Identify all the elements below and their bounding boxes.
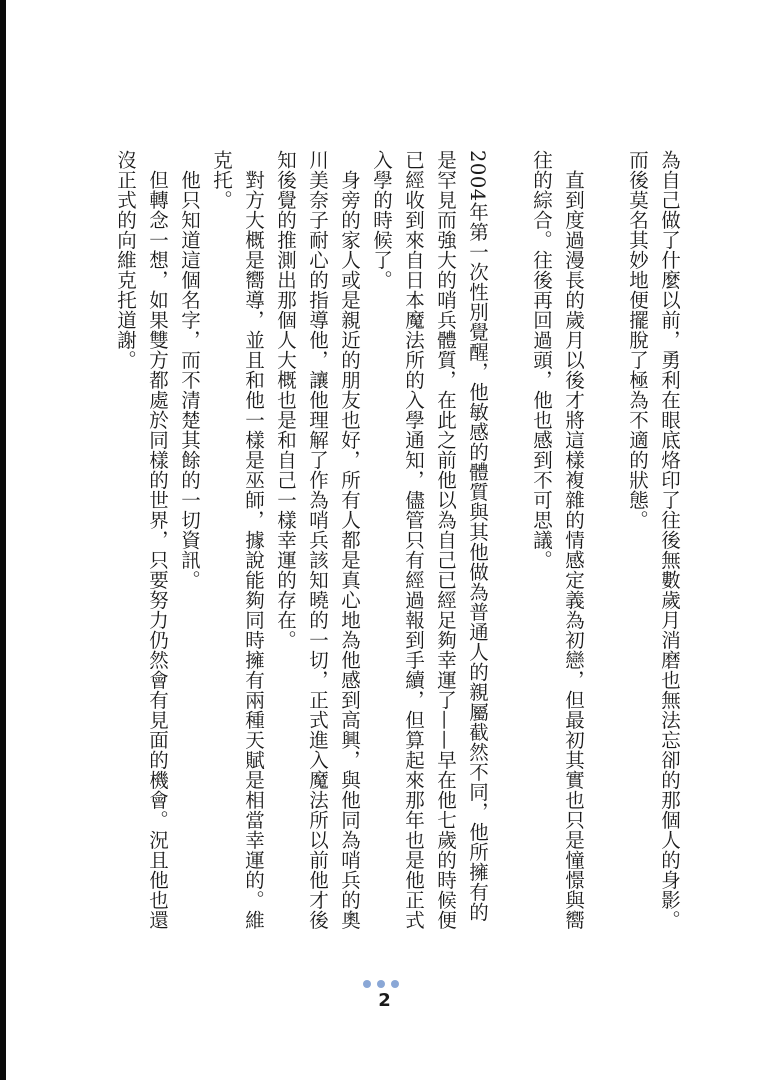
dot-icon [363,980,371,988]
paragraph-2: 直到度過漫長的歲月以後才將這樣複雜的情感定義為初戀，但最初其實也只是憧憬與嚮往的綜合。往後再回過頭，他也感到不可思議。 [530,150,585,930]
paragraph-1: 為自己做了什麼以前，勇利在眼底烙印了往後無數歲月消磨也無法忘卻的那個人的身影。而後莫名其妙地便擺脫了極為不適的狀態。 [626,150,681,930]
ellipsis-dots-icon [0,980,761,988]
left-edge-bar [0,0,6,1080]
paragraph-4: 身旁的家人或是親近的朋友也好，所有人都是真心地為他感到高興，與他同為哨兵的奧川美奈子耐心的指導他，讓他理解了作為哨兵該知曉的一切，正式進入魔法所以前他才後知後覺的推測出那個人大概也是和自己一樣幸運的存在。 [274,150,361,930]
page-footer [0,980,761,1011]
dot-icon [377,980,385,988]
page-number: 2 [378,990,391,1011]
paragraph-3: 2004年第一次性別覺醒，他敏感的體質與其他做為普通人的親屬截然不同，他所擁有的是罕見而強大的哨兵體質，在此之前他以為自己已經足夠幸運了——早在他七歲的時候便已經收到來自日本魔法所的入學通知，儘管只有經過報到手續，但算起來那年也是他正式入學的時候了。 [370,150,489,930]
paragraph-5: 對方大概是嚮導，並且和他一樣是巫師，據說能夠同時擁有兩種天賦是相當幸運的。維克托。 [210,150,265,930]
page-body [109,150,685,940]
paragraph-6: 他只知道這個名字，而不清楚其餘的一切資訊。 [178,169,201,590]
dot-icon [391,980,399,988]
paragraph-7: 但轉念一想，如果雙方都處於同樣的世界，只要努力仍然會有見面的機會。況且他也還沒正式的向維克托道謝。 [114,150,169,930]
